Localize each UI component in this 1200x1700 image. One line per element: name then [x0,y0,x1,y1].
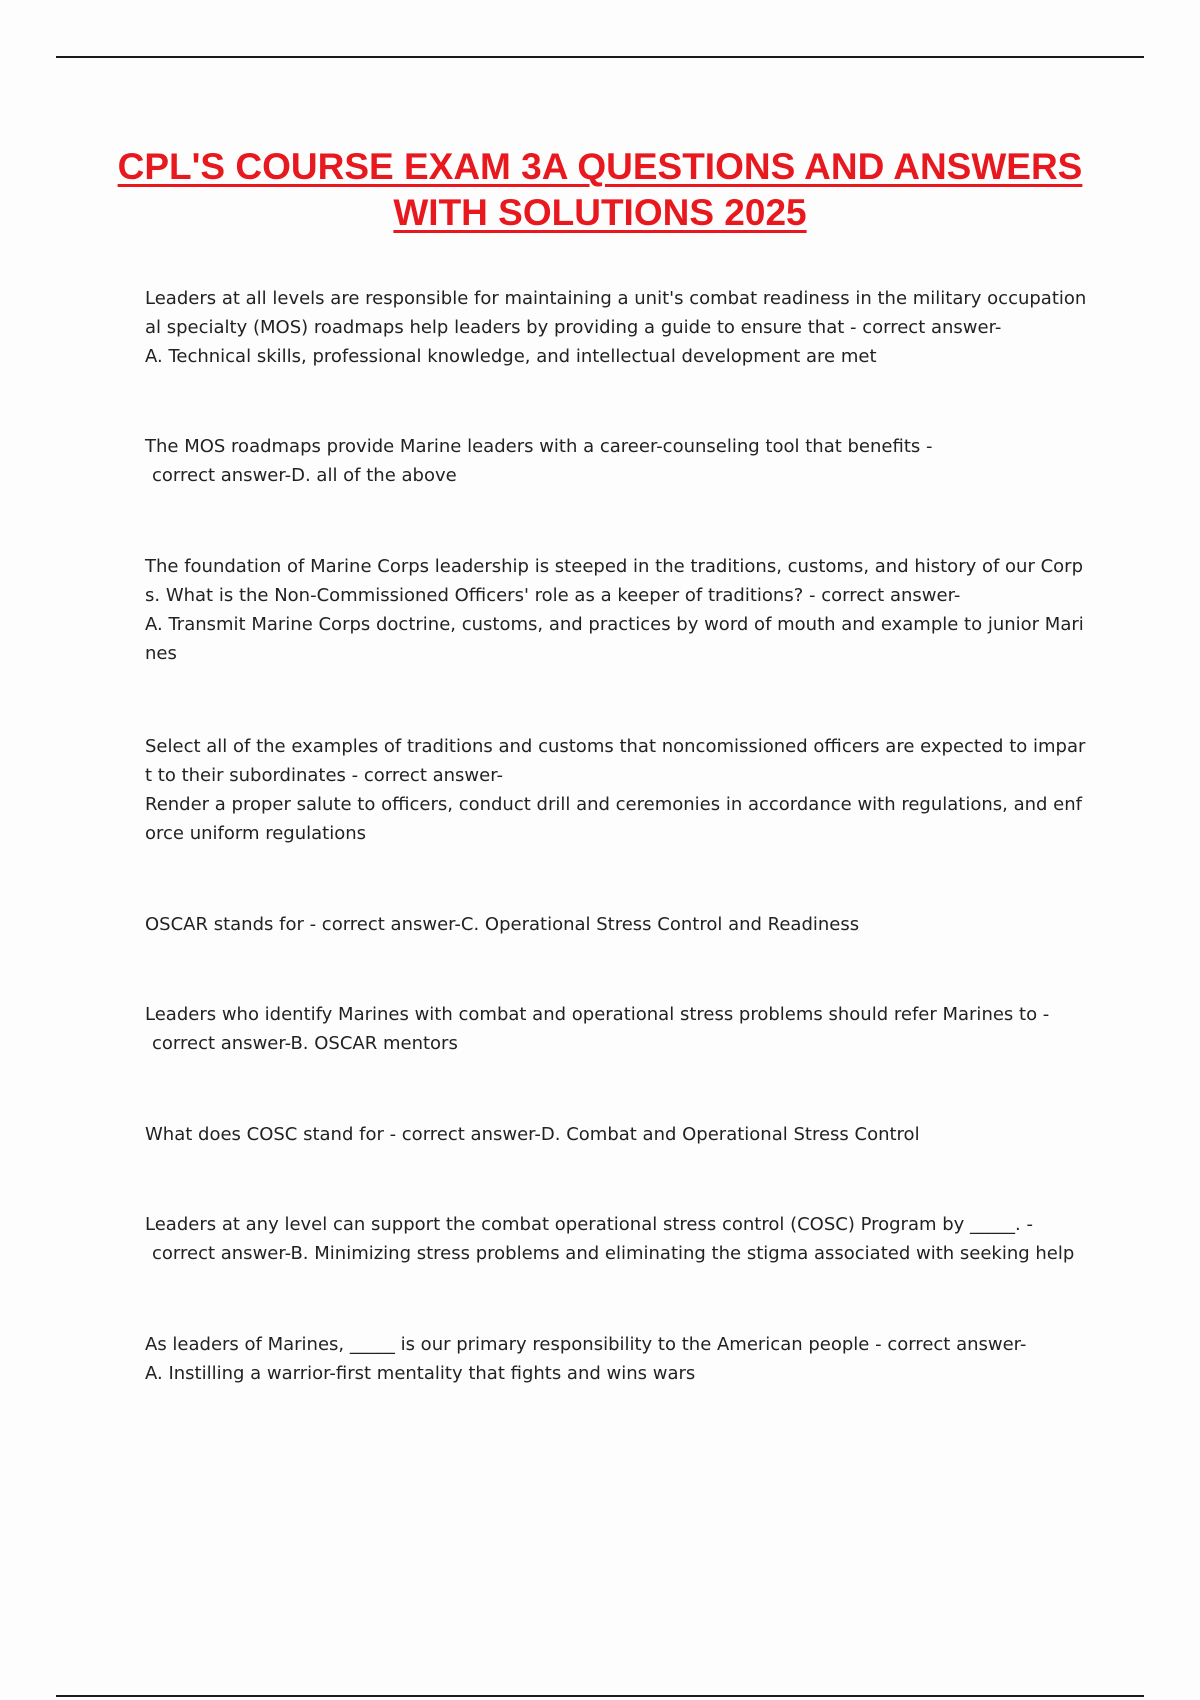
question-text: OSCAR stands for - correct answer-C. Operational Stress Control and Readiness [145,914,860,935]
bottom-rule [56,1695,1144,1697]
qa-item-7 [145,1120,1090,1149]
answer-text: A. Technical skills, professional knowledge, and intellectual development are met [145,346,877,367]
qa-item-4 [145,732,1090,848]
document-title-text: CPL'S COURSE EXAM 3A QUESTIONS AND ANSWERS WITH SOLUTIONS 2025 [117,146,1083,233]
question-text: Leaders at all levels are responsible for maintaining a unit's combat readiness in the military occupational specialty (MOS) roadmaps help leaders by providing a guide to ensure that - correct answer- [145,288,1087,338]
question-text: The foundation of Marine Corps leadership is steeped in the traditions, customs, and history of our Corps. What is the Non-Commissioned Officers' role as a keeper of traditions? - correct answer- [145,556,1083,606]
qa-item-2 [145,432,1090,490]
answer-text: A. Transmit Marine Corps doctrine, customs, and practices by word of mouth and example to junior Marines [145,614,1084,664]
answer-text: correct answer-B. Minimizing stress problems and eliminating the stigma associated with seeking help [152,1243,1075,1264]
qa-item-8 [145,1210,1090,1268]
question-text: Leaders at any level can support the combat operational stress control (COSC) Program by _____. - [145,1214,1033,1235]
question-text: Leaders who identify Marines with combat and operational stress problems should refer Marines to - [145,1004,1050,1025]
answer-text: A. Instilling a warrior-first mentality that fights and wins wars [145,1363,696,1384]
qa-item-6 [145,1000,1090,1058]
question-text: As leaders of Marines, _____ is our primary responsibility to the American people - correct answer- [145,1334,1027,1355]
question-text: The MOS roadmaps provide Marine leaders with a career-counseling tool that benefits - [145,436,933,457]
top-rule [56,56,1144,58]
answer-text: Render a proper salute to officers, conduct drill and ceremonies in accordance with regulations, and enforce uniform regulations [145,794,1083,844]
question-text: What does COSC stand for - correct answer-D. Combat and Operational Stress Control [145,1124,920,1145]
qa-item-3 [145,552,1090,668]
document-title [100,144,1100,236]
answer-text: correct answer-B. OSCAR mentors [152,1033,458,1054]
question-text: Select all of the examples of traditions and customs that noncomissioned officers are expected to impart to their subordinates - correct answer- [145,736,1086,786]
answer-text: correct answer-D. all of the above [152,465,457,486]
qa-item-5 [145,910,1090,939]
qa-item-9 [145,1330,1090,1388]
qa-item-1 [145,284,1090,371]
